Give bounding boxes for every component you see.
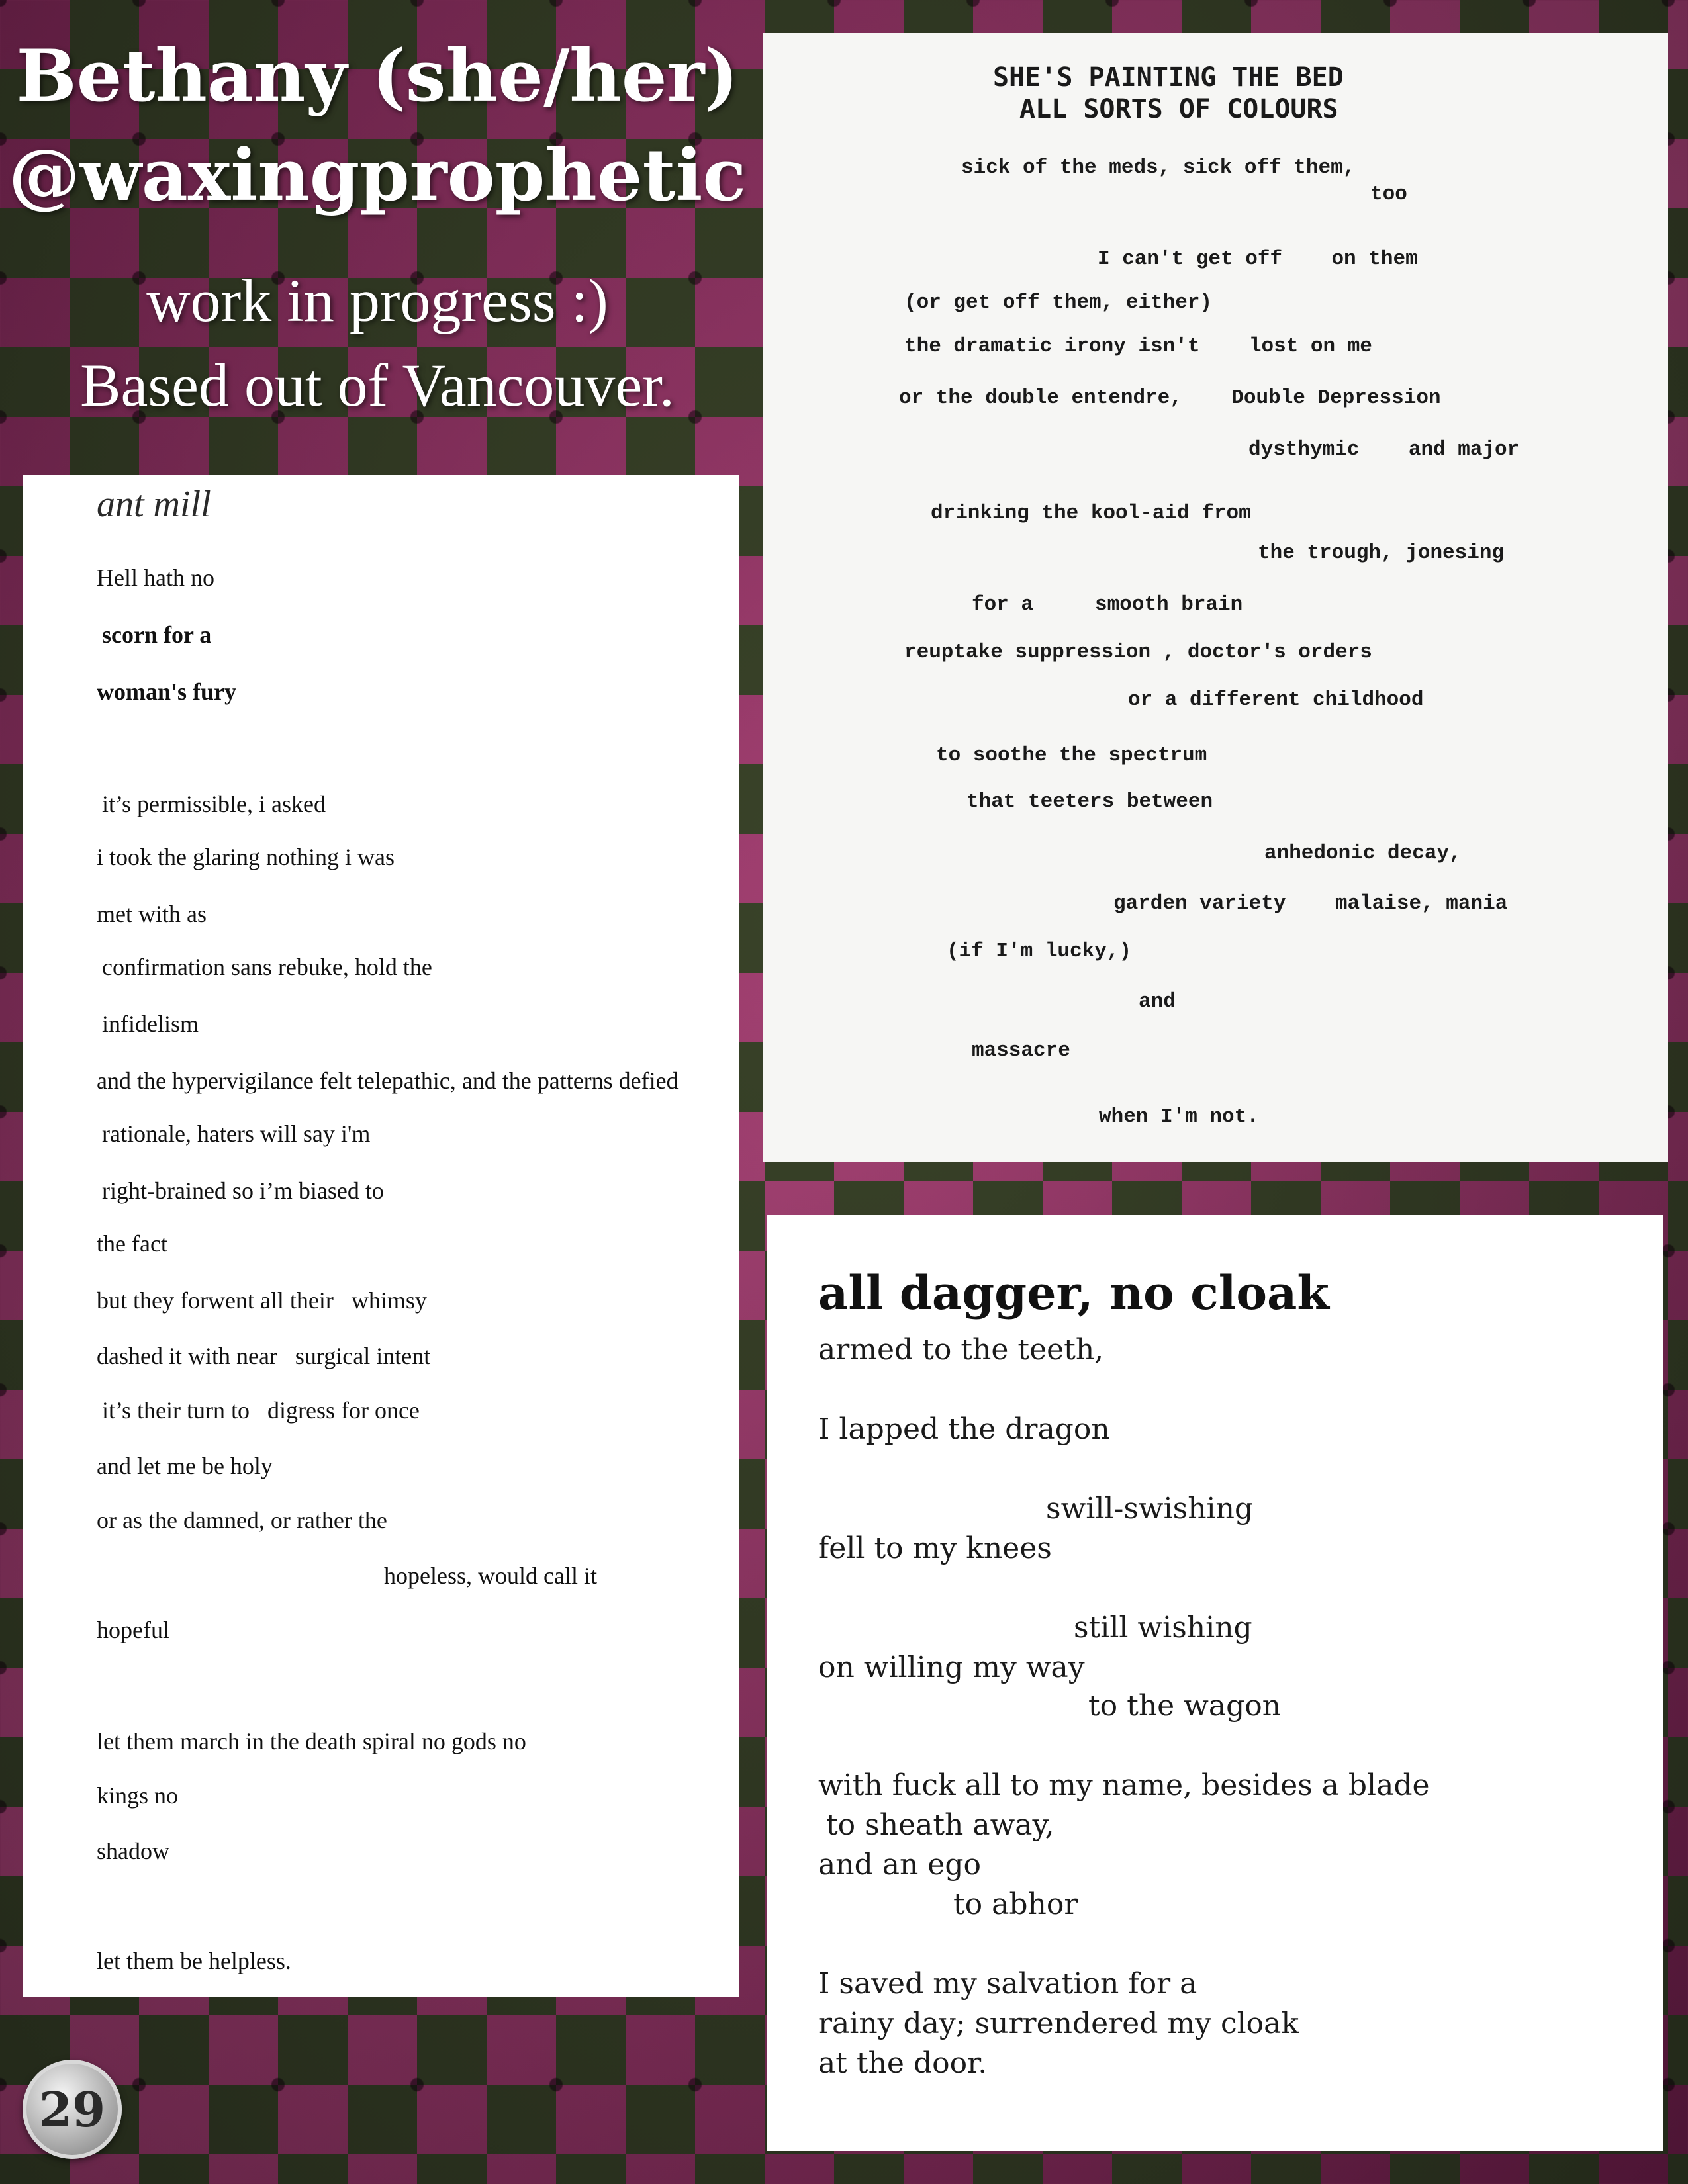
poem-title: SHE'S PAINTING THE BED xyxy=(993,62,1344,93)
poem-line: to soothe the spectrum xyxy=(936,744,1207,767)
author-name: Bethany (she/her) xyxy=(16,34,739,118)
poem-line: the trough, jonesing xyxy=(1258,541,1505,565)
poem-line: to the wagon xyxy=(1088,1689,1282,1723)
poem-line: (if I'm lucky,) xyxy=(947,940,1132,963)
poem-line: woman's fury xyxy=(97,678,237,705)
poem-line: and an ego xyxy=(818,1848,981,1882)
poem-line: but they forwent all their whimsy xyxy=(97,1287,427,1314)
poem-line: or a different childhood xyxy=(1128,688,1424,711)
poem-line: at the door. xyxy=(818,2046,988,2080)
poem-line: confirmation sans rebuke, hold the xyxy=(102,954,432,980)
poem-line: infidelism xyxy=(102,1011,199,1037)
poem-line: shadow xyxy=(97,1838,169,1864)
poem-line: armed to the teeth, xyxy=(818,1333,1104,1367)
author-bio-line: work in progress :) xyxy=(146,267,608,334)
poem-line: (or get off them, either) xyxy=(904,291,1213,314)
poem-line: and the hypervigilance felt telepathic, and the patterns defied xyxy=(97,1068,679,1094)
poem-line: i took the glaring nothing i was xyxy=(97,844,395,870)
poem-line: to sheath away, xyxy=(826,1808,1055,1842)
poem-line: the dramatic irony isn't lost on me xyxy=(904,335,1372,358)
poem-line: too xyxy=(1370,183,1407,206)
poem-line: anhedonic decay, xyxy=(1264,842,1462,865)
poem-line: or the double entendre, Double Depression xyxy=(899,387,1441,410)
poem-line: sick of the meds, sick off them, xyxy=(961,156,1356,179)
poem-line: Hell hath no xyxy=(97,565,214,591)
author-location: Based out of Vancouver. xyxy=(80,351,675,419)
poem-title: all dagger, no cloak xyxy=(818,1265,1329,1320)
poem-line: dashed it with near surgical intent xyxy=(97,1343,431,1369)
poem-line: let them march in the death spiral no gods no xyxy=(97,1728,526,1754)
poem-line: the fact xyxy=(97,1230,167,1257)
poem-line: still wishing xyxy=(1074,1611,1252,1645)
poem-line: hopeless, would call it xyxy=(384,1563,597,1589)
poem-line: rationale, haters will say i'm xyxy=(102,1120,371,1147)
poem-line: it’s permissible, i asked xyxy=(102,791,326,817)
poem-title: ant mill xyxy=(97,484,211,525)
poem-all-dagger xyxy=(767,1215,1663,2151)
poem-line: with fuck all to my name, besides a blade xyxy=(818,1768,1430,1802)
poem-line: dysthymic and major xyxy=(1248,438,1520,461)
poem-ant-mill xyxy=(23,475,739,1997)
poem-line: or as the damned, or rather the xyxy=(97,1507,387,1533)
poem-line: for a smooth brain xyxy=(972,593,1243,616)
poem-line: garden variety malaise, mania xyxy=(1113,892,1508,915)
poem-line: scorn for a xyxy=(102,621,212,648)
poem-line: met with as xyxy=(97,901,207,927)
poem-line: that teeters between xyxy=(966,790,1213,813)
poem-line: and xyxy=(1139,990,1176,1013)
author-handle: @waxingprophetic xyxy=(8,134,747,217)
poem-line: fell to my knees xyxy=(818,1531,1052,1565)
poem-line: massacre xyxy=(972,1039,1070,1062)
poem-line: to abhor xyxy=(953,1888,1078,1921)
poem-line: on willing my way xyxy=(818,1651,1085,1684)
poem-line: I can't get off on them xyxy=(1098,248,1418,271)
poem-line: I saved my salvation for a xyxy=(818,1967,1197,2001)
poem-line: I lapped the dragon xyxy=(818,1412,1110,1446)
author-header xyxy=(0,26,755,428)
poem-line: drinking the kool-aid from xyxy=(931,502,1251,525)
poem-line: and let me be holy xyxy=(97,1453,273,1479)
poem-painting-the-bed xyxy=(763,33,1668,1162)
poem-line: hopeful xyxy=(97,1617,169,1643)
page-number: 29 xyxy=(23,2060,122,2159)
poem-line: let them be helpless. xyxy=(97,1948,291,1974)
poem-line: reuptake suppression , doctor's orders xyxy=(904,641,1372,664)
poem-line: when I'm not. xyxy=(1099,1105,1259,1128)
poem-line: rainy day; surrendered my cloak xyxy=(818,2007,1299,2040)
poem-line: swill-swishing xyxy=(1046,1492,1254,1525)
poem-title-line-2: ALL SORTS OF COLOURS xyxy=(1019,94,1338,124)
poem-line: kings no xyxy=(97,1782,179,1809)
poem-line: right-brained so i’m biased to xyxy=(102,1177,384,1204)
poem-line: it’s their turn to digress for once xyxy=(102,1397,420,1424)
